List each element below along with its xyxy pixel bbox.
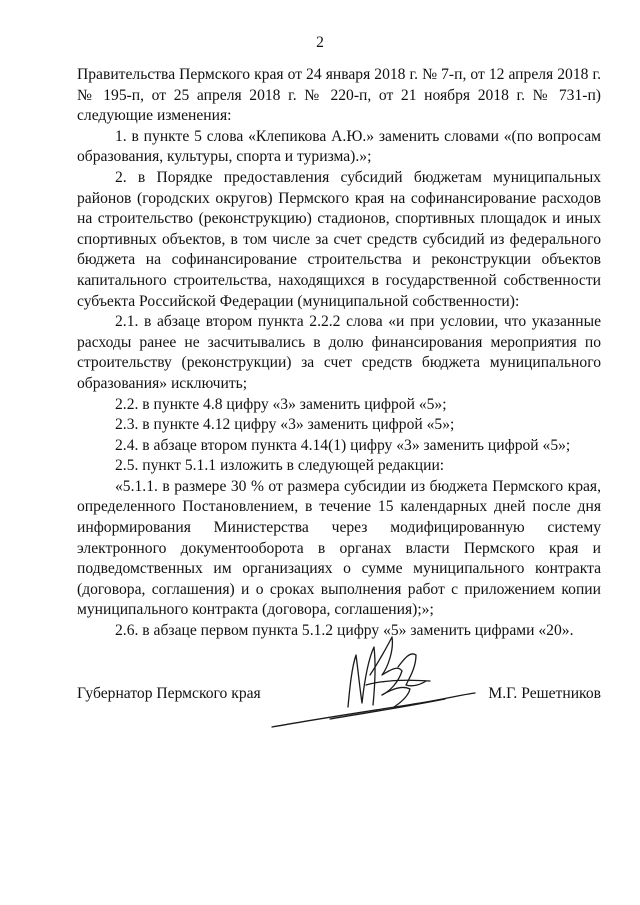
paragraph-item-2: 2. в Порядке предоставления субсидий бюджетам муниципальных районов (городских округов) Пермского края на софинансирование расходов на строительство (реконструкцию) стадионов, спортивных площадок и иных спортивных объектов, в том числе за счет средств субсидий из федерального бюджета на софинансирование строительства и реконструкции объектов капитального строительства, находящихся в государственной собственности субъекта Российской Федерации (муниципальной собственности): bbox=[77, 168, 601, 310]
signature-block bbox=[77, 684, 601, 708]
page-number: 2 bbox=[316, 34, 324, 51]
document-body bbox=[77, 65, 601, 642]
paragraph-item-2-5: 2.5. пункт 5.1.1 изложить в следующей редакции: bbox=[115, 457, 445, 475]
paragraph-item-2-4: 2.4. в абзаце втором пункта 4.14(1) цифру «3» заменить цифрой «5»; bbox=[115, 436, 571, 454]
paragraph-item-2-1: 2.1. в абзаце втором пункта 2.2.2 слова «и при условии, что указанные расходы ранее не засчитывались в долю финансирования мероприятия по строительству (реконструкции) за счет средств бюджета муниципального образования» исключить; bbox=[77, 313, 601, 392]
signer-name: М.Г. Решетников bbox=[488, 685, 601, 702]
paragraph-item-2-2: 2.2. в пункте 4.8 цифру «3» заменить цифрой «5»; bbox=[115, 395, 447, 413]
signer-position-title: Губернатор Пермского края bbox=[77, 685, 261, 702]
paragraph-item-2-6: 2.6. в абзаце первом пункта 5.1.2 цифру «5» заменить цифрами «20». bbox=[115, 622, 574, 640]
paragraph-item-1: 1. в пункте 5 слова «Клепикова А.Ю.» заменить словами «(по вопросам образования, культуры, спорта и туризма).»; bbox=[77, 127, 601, 166]
paragraph-intro-continuation: Правительства Пермского края от 24 января 2018 г. № 7-п, от 12 апреля 2018 г. № 195-п, от 25 апреля 2018 г. № 220-п, от 21 ноября 2018 г. № 731-п) следующие изменения: bbox=[77, 66, 601, 125]
paragraph-item-5-1-1-quote: «5.1.1. в размере 30 % от размера субсидии из бюджета Пермского края, определенного Постановлением, в течение 15 календарных дней после дня информирования Министерства через модифицированную систему электронного документооборота в органах власти Пермского края и подведомственных им организациях о сумме муниципального контракта (договора, соглашения) и о сроках выполнения работ с приложением копии муниципального контракта (договора, соглашения);»; bbox=[77, 477, 601, 619]
paragraph-item-2-3: 2.3. в пункте 4.12 цифру «3» заменить цифрой «5»; bbox=[115, 416, 455, 434]
